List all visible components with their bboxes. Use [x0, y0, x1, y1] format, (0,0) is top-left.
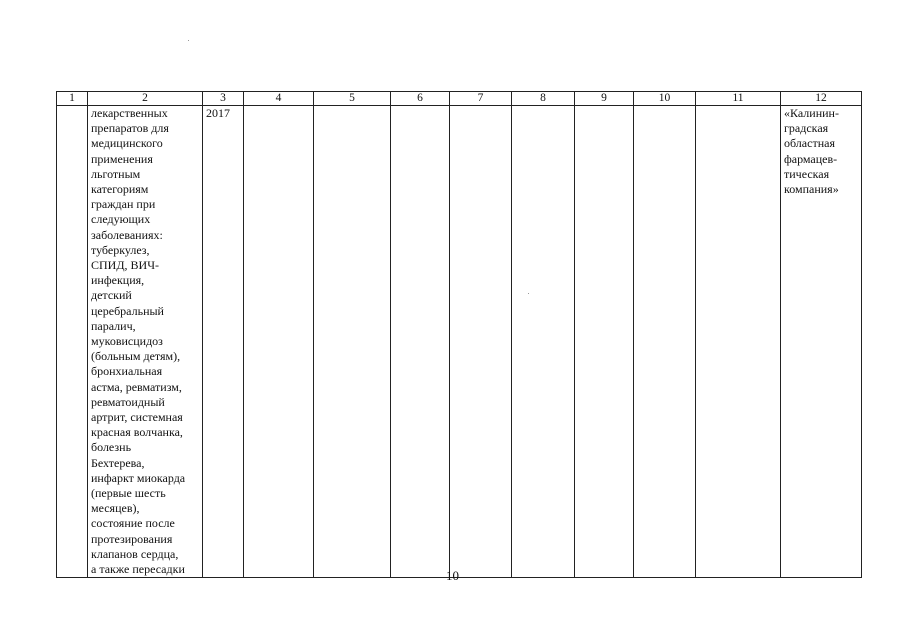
cell-col7	[450, 106, 512, 578]
column-header-9: 9	[575, 92, 634, 106]
scan-speck	[188, 40, 189, 41]
column-header-5: 5	[314, 92, 391, 106]
cell-col10	[634, 106, 696, 578]
data-table	[56, 91, 862, 578]
table-header-row	[57, 92, 862, 106]
column-header-10: 10	[634, 92, 696, 106]
column-header-6: 6	[391, 92, 450, 106]
cell-description: лекарственных препаратов для медицинского применения льготным категориям граждан при следующих заболеваниях: туберкулез, СПИД, ВИЧ- инфекция, детский церебральный паралич, муковисцидоз (больным детям), бронхиальная астма, ревматизм, ревматоидный артрит, системная красная волчанка, болезнь Бехтерева, инфаркт миокарда (первые шесть месяцев), состояние после протезирования клапанов сердца, а также пересадки	[88, 106, 203, 578]
cell-col6	[391, 106, 450, 578]
column-header-12: 12	[781, 92, 862, 106]
cell-col5	[314, 106, 391, 578]
page-number: 10	[446, 568, 459, 583]
column-header-11: 11	[696, 92, 781, 106]
cell-col4	[244, 106, 314, 578]
column-header-2: 2	[88, 92, 203, 106]
column-header-7: 7	[450, 92, 512, 106]
cell-col8	[512, 106, 575, 578]
column-header-4: 4	[244, 92, 314, 106]
column-header-8: 8	[512, 92, 575, 106]
cell-executor: «Калинин- градская областная фармацев- тическая компания»	[781, 106, 862, 578]
cell-col11	[696, 106, 781, 578]
cell-col9	[575, 106, 634, 578]
cell-col1	[57, 106, 88, 578]
cell-year: 2017	[203, 106, 244, 578]
table-row	[57, 106, 862, 578]
column-header-3: 3	[203, 92, 244, 106]
column-header-1: 1	[57, 92, 88, 106]
